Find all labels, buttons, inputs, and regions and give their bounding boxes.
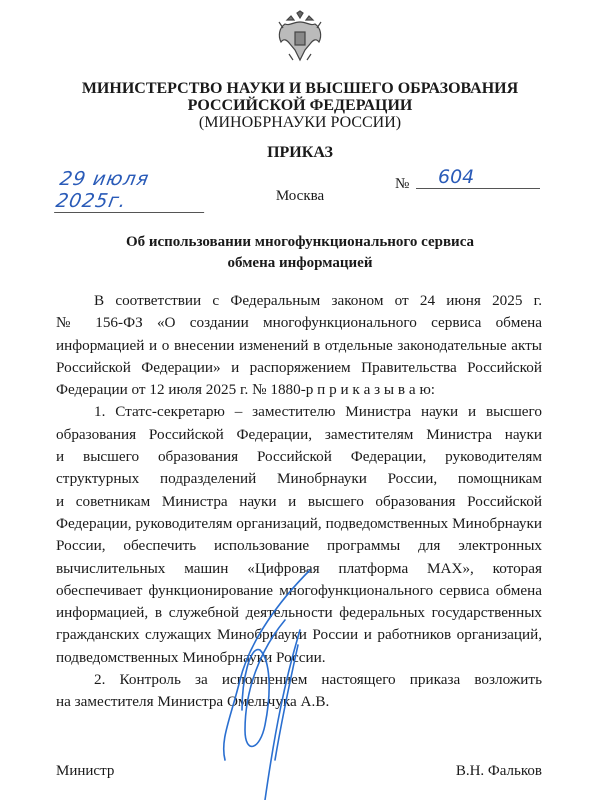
- text-line: образования Российской Федерации, заместителям Министра науки: [56, 425, 542, 443]
- document-title: [0, 232, 600, 274]
- order-date: 29 июля 2025г.: [54, 168, 212, 213]
- title-line: обмена информацией: [227, 255, 373, 271]
- title-line: Об использовании многофункционального сервиса: [125, 234, 475, 250]
- handwritten-signature: [180, 560, 320, 800]
- document-type: ПРИКАЗ: [267, 144, 333, 161]
- signatory-name: В.Н. Фальков: [455, 763, 542, 779]
- text-line: структурных подразделений Минобрнауки России, помощникам: [56, 470, 542, 488]
- text-line: и советникам Министра науки и высшего образования Российской: [56, 492, 542, 510]
- signatory-position: Министр: [56, 763, 115, 779]
- text-line: В соответствии с Федеральным законом от 24 июня 2025 г.: [94, 292, 542, 309]
- text-line: Федерации, руководителям организаций, подведомственных Минобрнауки: [56, 514, 542, 532]
- city: Москва: [275, 188, 325, 204]
- paragraph: [56, 290, 542, 401]
- text-line: Российской Федерации» и распоряжением Правительства Российской: [56, 358, 542, 376]
- ministry-short-name: (МИНОБРНАУКИ РОССИИ): [198, 114, 402, 131]
- text-line: гражданских служащих Минобрнауки России и работников организаций,: [56, 626, 542, 644]
- text-line: на заместителя Министра Омельчука А.В.: [56, 693, 330, 711]
- text-line: России, обеспечить использование программы для электронных: [56, 537, 542, 555]
- text-line: информацией, в служебной деятельности федеральных государственных: [56, 604, 542, 622]
- text-line: Федерации от 12 июля 2025 г. № 1880-р п р и к а з ы в а ю:: [56, 381, 436, 399]
- text-line: подведомственных Минобрнауки России.: [56, 648, 326, 666]
- text-line: обеспечивает функционирование многофункционального сервиса обмена: [56, 581, 542, 599]
- text-line: и высшего образования Российской Федерации, руководителям: [56, 448, 542, 466]
- ministry-header: [0, 80, 600, 131]
- text-line: 2. Контроль за исполнением настоящего приказа возложить: [94, 671, 542, 689]
- order-number-label: №: [395, 176, 410, 192]
- coat-of-arms-emblem: [275, 10, 325, 65]
- ministry-name-line: МИНИСТЕРСТВО НАУКИ И ВЫСШЕГО ОБРАЗОВАНИЯ: [81, 80, 519, 97]
- text-line: 1. Статс-секретарю – заместителю Министра науки и высшего: [94, 403, 542, 421]
- text-line: № 156-ФЗ «О создании многофункционального сервиса обмена: [56, 314, 542, 332]
- text-line: информацией и о внесении изменений в отдельные законодательные акты: [56, 336, 542, 354]
- order-number: 604: [416, 166, 540, 189]
- ministry-name-line: РОССИЙСКОЙ ФЕДЕРАЦИИ: [187, 97, 413, 114]
- text-line: вычислительных машин «Цифровая платформа МАХ», которая: [56, 559, 542, 577]
